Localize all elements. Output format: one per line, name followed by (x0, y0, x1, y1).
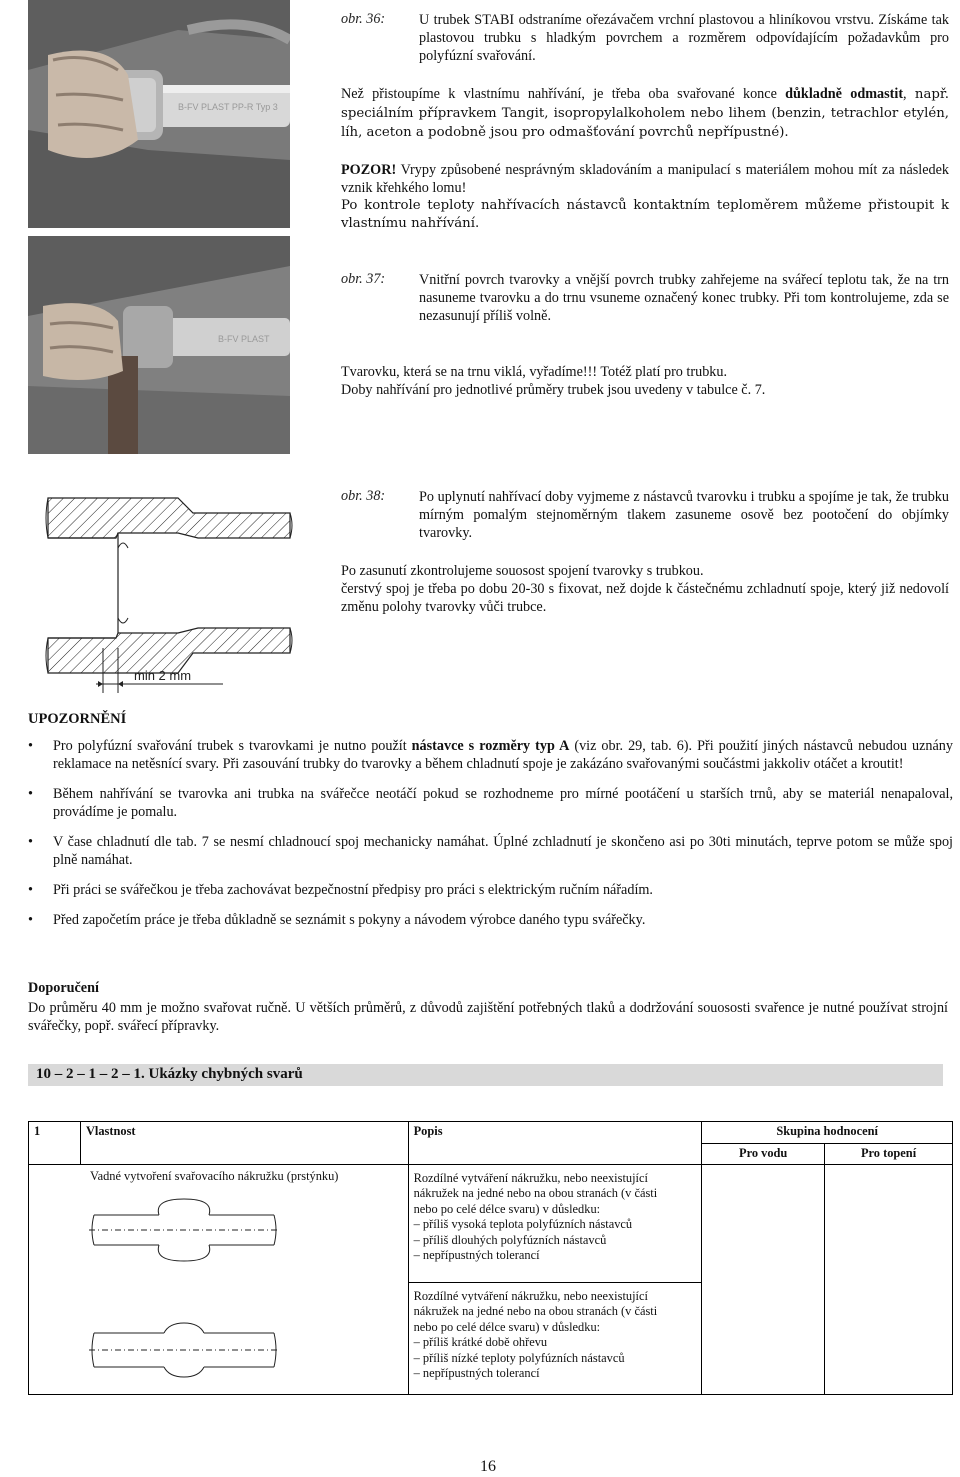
fig38-note1: Po zasunutí zkontrolujeme souosost spojení tvarovky s trubkou. (341, 563, 704, 579)
fig38-text: Po uplynutí nahřívací doby vyjmeme z nástavců tvarovku i trubku a spojíme je tak, že trubku mírným pomalým stejnoměrným tlakem zasuneme osově bez pootočení do objímky tvarovky. (419, 489, 949, 541)
voda-cell (702, 1164, 825, 1394)
pipe-print: B-FV PLAST PP-R Typ 3 (178, 102, 278, 112)
fig38-note2: čerstvý spoj je třeba po dobu 20-30 s fixovat, než dojde k částečnému zchladnutí spoje, který již nedovolí změnu polohy tvarovky vůči trubce. (341, 581, 949, 615)
defects-table (28, 1121, 953, 1395)
page-number: 16 (480, 1458, 496, 1475)
vlastnost-text: Vadné vytvoření svařovacího nákružku (prstýnku) (90, 1168, 339, 1183)
topeni-cell (825, 1164, 953, 1394)
list-item: • Před započetím práce je třeba důkladně se seznámit s pokyny a návodem výrobce daného typu svářečky. (28, 911, 953, 929)
table-row (29, 1164, 953, 1282)
list-item: • Během nahřívání se tvarovka ani trubka na svářečce neotáčí pokud se rozhodneme pro mírné pootáčení u starších trnů, aby se materiál nenapaloval, provádíme je pomalu. (28, 785, 953, 821)
header-num: 1 (29, 1122, 81, 1165)
header-vlastnost: Vlastnost (80, 1122, 408, 1165)
bead-diagram-missing (84, 1315, 284, 1385)
list-item: • Pro polyfúzní svařování trubek s tvarovkami je nutno použít nástavce s rozměry typ A (viz obr. 29, tab. 6). Při použití jiných nástavců nebudou uznány reklamace na netěsnící svary. Při zasouvání trubky do tvarovky a během chladnutí spoje je zakázáno svařovanými součástmi jakkoliv otáčet a kroutit! (28, 737, 953, 773)
warning-paragraph: POZOR! Vrypy způsobené nesprávným skladováním a manipulací s materiálem mohou mít za následek vznik křehkého lomu! Po kontrole teploty nahřívacích nástavců kontaktním teploměrem můžeme přistoupit k vlastnímu nahřívání. (341, 162, 949, 231)
header-topeni: Pro topení (825, 1144, 953, 1165)
section-title-bar (28, 1064, 943, 1086)
fig36-text: U trubek STABI odstraníme ořezávačem vrchní plastovou a hliníkovou vrstvu. Získáme tak plastovou trubku s hladkým povrchem a rozměrem odpovídajícím požadavkům pro polyfúzní svařování. (419, 12, 949, 64)
bead-diagram-excess (84, 1195, 284, 1265)
fig36-label: obr. 36: (341, 11, 386, 27)
header-skupina: Skupina hodnocení (702, 1122, 953, 1144)
photo-heating-tool (28, 236, 290, 454)
section-title: 10 – 2 – 1 – 2 – 1. Ukázky chybných svarů (36, 1066, 303, 1082)
header-popis: Popis (408, 1122, 702, 1165)
list-item: • Při práci se svářečkou je třeba zachovávat bezpečnostní předpisy pro práci s elektrickým ručním nářadím. (28, 881, 953, 899)
pipe-print: B-FV PLAST (218, 334, 270, 344)
popis-cell-1: Rozdílné vytváření nákružku, nebo neexistující nákružek na jedné nebo na obou stranách (v části nebo po celé délce svaru) v důsledku: – příliš vysoká teplota polyfúzních nástavců – příliš dlouhých polyfúzních nástavců – nepřípustných tolerancí (408, 1164, 702, 1282)
photo-pipe-stripping (28, 0, 290, 228)
list-item: • V čase chladnutí dle tab. 7 se nesmí chladnoucí spoj mechanicky namáhat. Úplné zchladnutí je skončeno asi po 30ti minutách, teprve potom se může spoj plně namáhat. (28, 833, 953, 869)
recommendation-text: Do průměru 40 mm je možno svařovat ručně. U větších průměrů, z důvodů zajištění potřebných tlaků a dodržování souososti svařence je nutné používat strojní svářečky, popř. svářecí přípravky. (28, 1000, 948, 1034)
fig37-note2: Doby nahřívání pro jednotlivé průměry trubek jsou uvedeny v tabulce č. 7. (341, 382, 766, 398)
warning-heading: UPOZORNĚNÍ (28, 711, 127, 727)
dimension-label: min 2 mm (134, 668, 192, 683)
fig38-label: obr. 38: (341, 488, 386, 504)
fig37-text: Vnitřní povrch tvarovky a vnější povrch trubky zahřejeme na svářecí teplotu tak, že na trn nasuneme tvarovku a do trnu vsuneme označený konec trubky. Při tom kontrolujeme, zda se nezasunují příliš volně. (419, 272, 949, 324)
fig37-note1: Tvarovku, která se na trnu viklá, vyřadíme!!! Totéž platí pro trubku. (341, 364, 728, 380)
fig37-label: obr. 37: (341, 271, 386, 287)
recommendation-heading: Doporučení (28, 980, 99, 996)
header-voda: Pro vodu (702, 1144, 825, 1165)
joint-cross-section-drawing (28, 488, 310, 698)
degrease-paragraph: Než přistoupíme k vlastnímu nahřívání, je třeba oba svařované konce důkladně odmastit, např. speciálním přípravkem Tangit, isopropylalkoholem nebo lihem (benzin, tetrachlor etylén, líh, aceton a podobně jsou pro odmašťování povrchů nepřípustné). (341, 86, 950, 140)
warning-list (28, 737, 953, 941)
popis-cell-2: Rozdílné vytváření nákružku, nebo neexistující nákružek na jedné nebo na obou stranách (v části nebo po celé délce svaru) v důsledku: – příliš krátké době ohřevu – příliš nízké teploty polyfúzních nástavců – nepřípustných tolerancí (408, 1282, 702, 1394)
vlastnost-cell (29, 1164, 409, 1394)
